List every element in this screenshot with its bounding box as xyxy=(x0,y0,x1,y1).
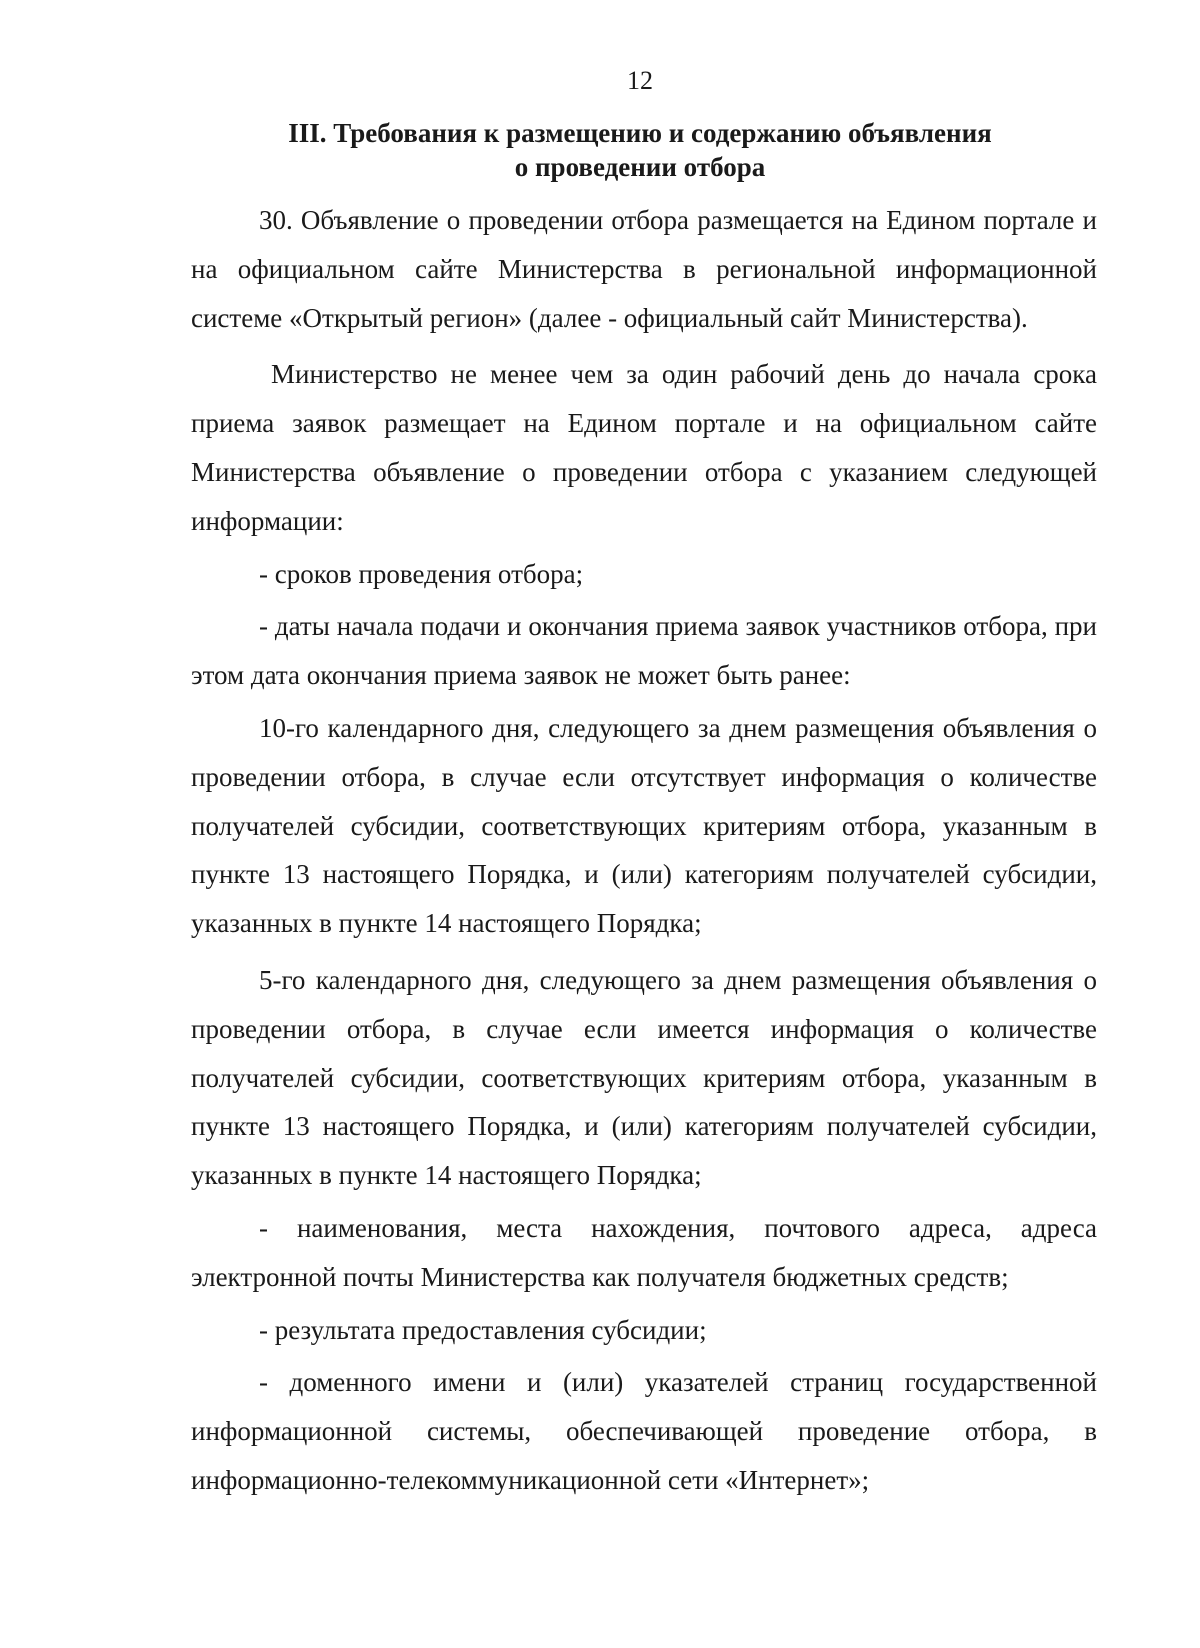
document-body xyxy=(191,196,1097,1505)
section-heading-line-2: о проведении отбора xyxy=(514,152,766,182)
section-heading-line-1: III. Требования к размещению и содержанию объявления xyxy=(288,118,992,148)
list-item-ministry-contacts: - наименования, места нахождения, почтового адреса, адреса электронной почты Министерства как получателя бюджетных средств; xyxy=(191,1212,1097,1292)
paragraph-ministry-notice: Министерство не менее чем за один рабочий день до начала срока приема заявок размещает на Едином портале и на официальном сайте Министерства объявление о проведении отбора с указанием следующей информации: xyxy=(191,359,1097,536)
paragraph-5th-day: 5-го календарного дня, следующего за днем размещения объявления о проведении отбора, в случае если имеется информация о количестве получателей субсидии, соответствующих критериям отбора, указанным в пункте 13 настоящего Порядка, и (или) категориям получателей субсидии, указанных в пункте 14 настоящего Порядка; xyxy=(191,964,1097,1191)
list-item-subsidy-result: - результата предоставления субсидии; xyxy=(259,1314,707,1345)
list-item-domain-name: - доменного имени и (или) указателей страниц государственной информационной системы, обеспечивающей проведение отбора, в информационно-телекоммуникационной сети «Интернет»; xyxy=(191,1367,1097,1495)
paragraph-10th-day: 10-го календарного дня, следующего за днем размещения объявления о проведении отбора, в случае если отсутствует информация о количестве получателей субсидии, соответствующих критериям отбора, указанным в пункте 13 настоящего Порядка, и (или) категориям получателей субсидии, указанных в пункте 14 настоящего Порядка; xyxy=(191,712,1097,939)
section-heading xyxy=(0,116,1200,184)
page-number: 12 xyxy=(627,66,653,95)
list-item-application-dates: - даты начала подачи и окончания приема заявок участников отбора, при этом дата окончания приема заявок не может быть ранее: xyxy=(191,611,1097,691)
paragraph-30: 30. Объявление о проведении отбора размещается на Едином портале и на официальном сайте Министерства в региональной информационной системе «Открытый регион» (далее - официальный сайт Министерства). xyxy=(191,205,1097,333)
list-item-selection-dates: - сроков проведения отбора; xyxy=(259,558,584,589)
